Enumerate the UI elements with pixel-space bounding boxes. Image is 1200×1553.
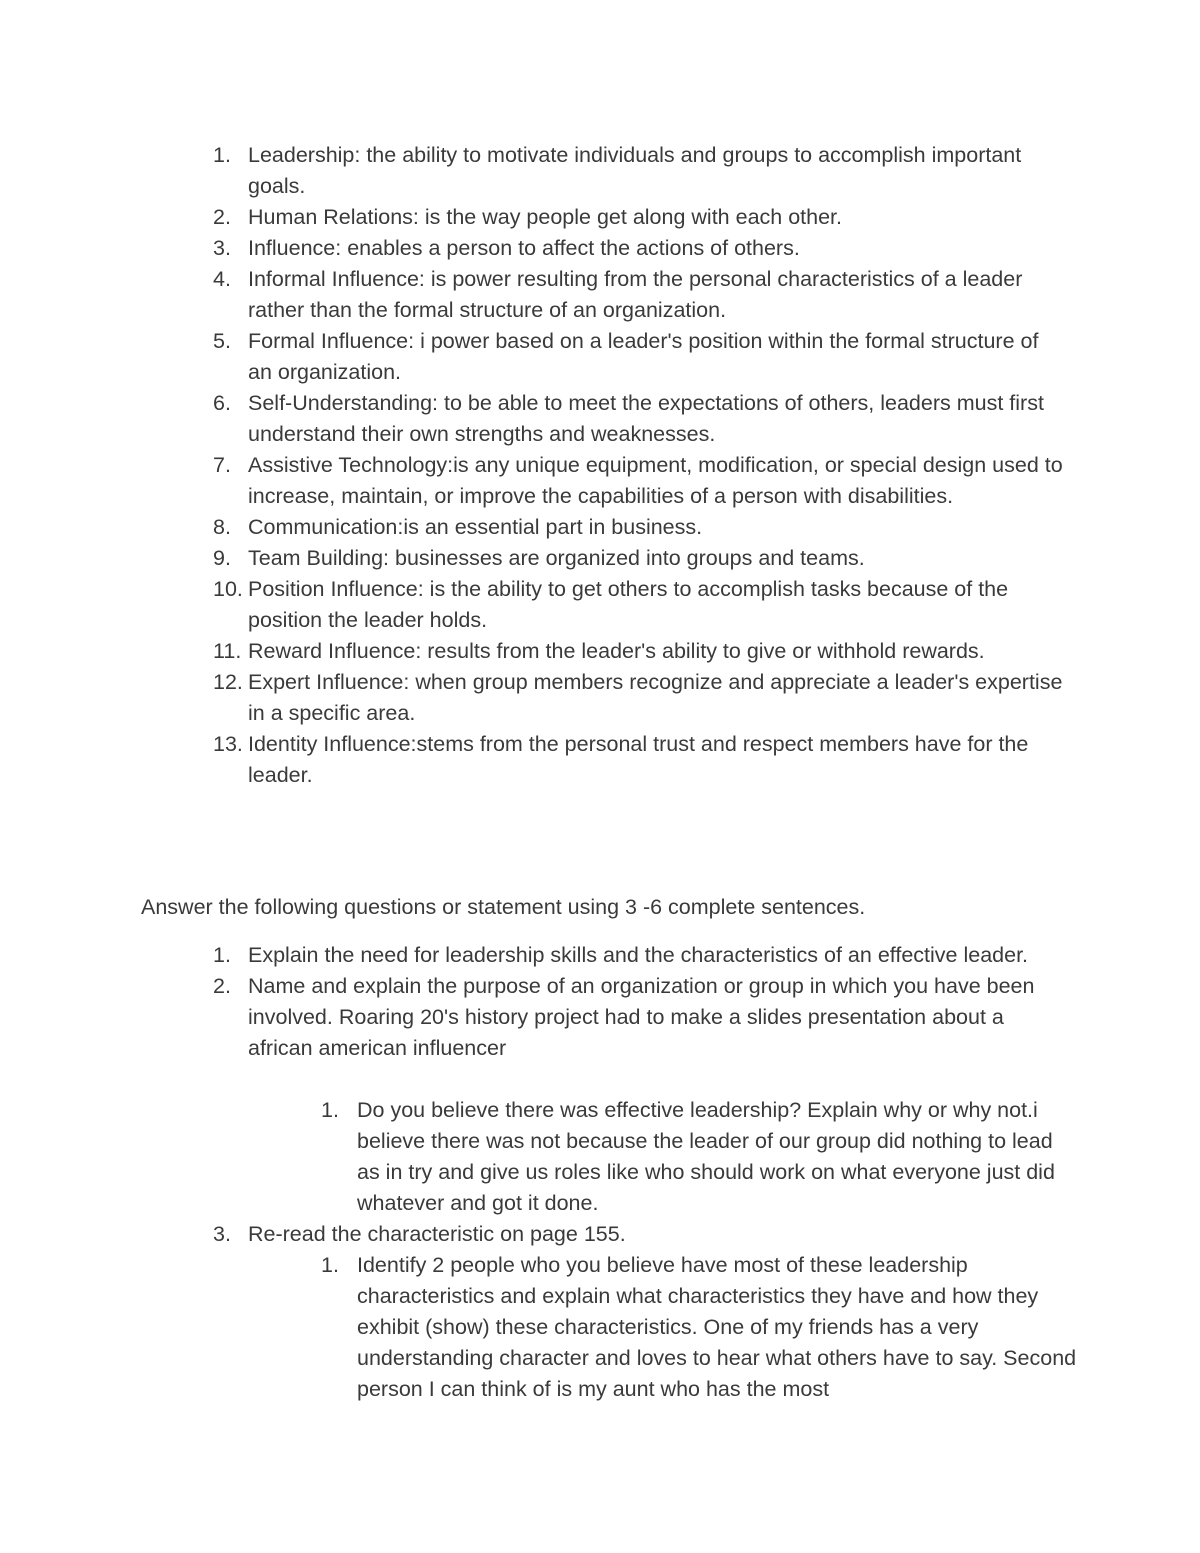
list-number: 12. [213,670,243,694]
list-number: 3. [213,1222,231,1246]
list-number: 7. [213,453,231,477]
definition-text: Identity Influence:stems from the personal trust and respect members have for the leader. [248,732,1029,787]
list-item [141,202,1068,233]
definition-text: Formal Influence: i power based on a leader's position within the formal structure of an organization. [248,329,1039,384]
answer-text: Identify 2 people who you believe have most of these leadership characteristics and explain what characteristics they have and how they exhibit (show) these characteristics. One of my friends has a very understanding character and loves to hear what others have to say. Second person I can think of is my aunt who has the most [357,1253,1077,1401]
instructions-text: Answer the following questions or statement using 3 -6 complete sentences. [141,895,866,919]
answer-text: Do you believe there was effective leadership? Explain why or why not.i believe there was not because the leader of our group did nothing to lead as in try and give us roles like who should work on what everyone just did whatever and got it done. [357,1098,1055,1215]
list-number: 1. [213,943,231,967]
definitions-list [141,140,1068,791]
list-number: 13. [213,732,243,756]
list-item [141,667,1068,729]
definition-text: Team Building: businesses are organized into groups and teams. [248,546,865,570]
list-item [141,636,1068,667]
definition-text: Position Influence: is the ability to get others to accomplish tasks because of the position the leader holds. [248,577,1009,632]
definition-text: Influence: enables a person to affect the actions of others. [248,236,800,260]
list-number: 8. [213,515,231,539]
list-item [141,512,1068,543]
list-number: 3. [213,236,231,260]
definition-text: Assistive Technology:is any unique equipment, modification, or special design used to increase, maintain, or improve the capabilities of a person with disabilities. [248,453,1063,508]
list-number: 10. [213,577,243,601]
definition-text: Human Relations: is the way people get along with each other. [248,205,843,229]
sub-question-list [141,1250,1077,1405]
definition-text: Informal Influence: is power resulting from the personal characteristics of a leader rather than the formal structure of an organization. [248,267,1023,322]
list-item [141,326,1068,388]
list-number: 9. [213,546,231,570]
list-number: 5. [213,329,231,353]
question-item [141,1219,1068,1250]
definition-text: Self-Understanding: to be able to meet the expectations of others, leaders must first understand their own strengths and weaknesses. [248,391,1044,446]
list-item [141,729,1068,791]
questions-list [141,940,1068,1064]
definition-text: Communication:is an essential part in business. [248,515,703,539]
question-item [141,940,1068,971]
sub-question-item [141,1095,1077,1219]
question-text: Name and explain the purpose of an organization or group in which you have been involved. Roaring 20's history project had to make a slides presentation about a african american influencer [248,974,1035,1060]
list-number: 1. [321,1098,339,1122]
list-item [141,233,1068,264]
list-item [141,140,1068,202]
sub-question-list [141,1095,1077,1219]
question-text: Explain the need for leadership skills and the characteristics of an effective leader. [248,943,1029,967]
definition-text: Leadership: the ability to motivate individuals and groups to accomplish important goals. [248,143,1022,198]
questions-list-continued [141,1219,1068,1250]
list-number: 2. [213,974,231,998]
list-item [141,388,1068,450]
list-item [141,543,1068,574]
definition-text: Reward Influence: results from the leader's ability to give or withhold rewards. [248,639,985,663]
question-item [141,971,1068,1064]
list-number: 11. [213,639,242,663]
question-text: Re-read the characteristic on page 155. [248,1222,626,1246]
list-number: 4. [213,267,231,291]
sub-question-item [141,1250,1077,1405]
list-number: 6. [213,391,231,415]
list-item [141,450,1068,512]
definition-text: Expert Influence: when group members recognize and appreciate a leader's expertise in a specific area. [248,670,1063,725]
list-number: 1. [321,1253,339,1277]
list-number: 2. [213,205,231,229]
list-number: 1. [213,143,231,167]
list-item [141,574,1068,636]
list-item [141,264,1068,326]
